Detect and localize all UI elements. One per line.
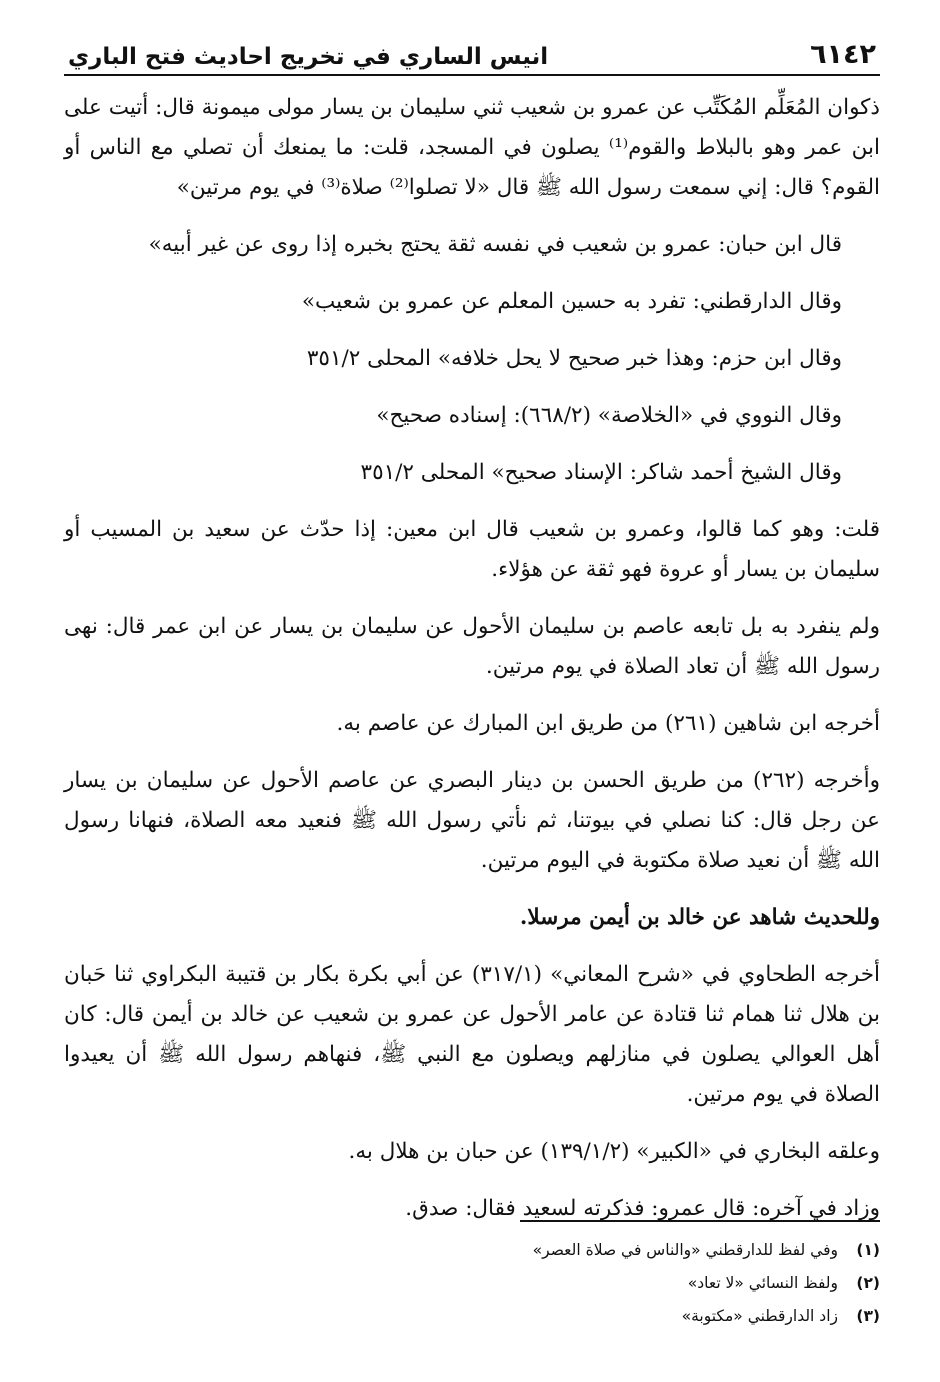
footnote-divider bbox=[520, 1220, 880, 1222]
footnote-number: (٣) bbox=[856, 1307, 880, 1325]
book-page bbox=[64, 26, 880, 1352]
footnote-text: ولفظ النسائي «لا تعاد» bbox=[687, 1274, 838, 1292]
paragraph-heading: وللحديث شاهد عن خالد بن أيمن مرسلا. bbox=[519, 905, 880, 930]
paragraph: قال ابن حبان: عمرو بن شعيب في نفسه ثقة يحتج بخبره إذا روى عن غير أبيه» bbox=[148, 232, 842, 257]
body-text bbox=[64, 88, 880, 1229]
paragraph: ذكوان المُعَلِّم المُكَتِّب عن عمرو بن شعيب ثني سليمان بن يسار مولى ميمونة قال: أتيت على ابن عمر وهو بالبلاط والقوم⁽¹⁾ يصلون في المسجد، قلت: ما يمنعك أن تصلي مع الناس أو القوم؟ قال: إني سمعت رسول الله ﷺ قال «لا تصلوا⁽²⁾ صلاة⁽³⁾ في يوم مرتين» bbox=[64, 95, 880, 200]
paragraph: وعلقه البخاري في «الكبير» (١٣٩/١/٢) عن حبان بن هلال به. bbox=[348, 1139, 880, 1164]
paragraph: وقال النووي في «الخلاصة» (٦٦٨/٢): إسناده صحيح» bbox=[376, 403, 842, 428]
page-number: ٦١٤٢ bbox=[810, 39, 876, 70]
paragraph: وقال الدارقطني: تفرد به حسين المعلم عن عمرو بن شعيب» bbox=[301, 289, 842, 314]
paragraph: وقال الشيخ أحمد شاكر: الإسناد صحيح» المحلى ٣٥١/٢ bbox=[360, 460, 842, 485]
footnote bbox=[64, 1300, 880, 1333]
page-header bbox=[64, 26, 880, 76]
paragraph: قلت: وهو كما قالوا، وعمرو بن شعيب قال ابن معين: إذا حدّث عن سعيد بن المسيب أو سليمان بن يسار أو عروة فهو ثقة عن هؤلاء. bbox=[64, 517, 880, 582]
book-title: انيس الساري في تخريج احاديث فتح الباري bbox=[68, 44, 549, 70]
paragraph: أخرجه ابن شاهين (٢٦١) من طريق ابن المبارك عن عاصم به. bbox=[336, 711, 880, 736]
paragraph: وأخرجه (٢٦٢) من طريق الحسن بن دينار البصري عن عاصم الأحول عن سليمان بن يسار عن رجل قال: كنا نصلي في بيوتنا، ثم نأتي رسول الله ﷺ فنعيد معه الصلاة، فنهانا رسول الله ﷺ أن نعيد صلاة مكتوبة في اليوم مرتين. bbox=[64, 768, 880, 873]
footnote-text: زاد الدارقطني «مكتوبة» bbox=[681, 1307, 838, 1325]
footnote bbox=[64, 1267, 880, 1300]
paragraph: وقال ابن حزم: وهذا خبر صحيح لا يحل خلافه» المحلى ٣٥١/٢ bbox=[306, 346, 842, 371]
paragraph: وزاد في آخره: قال عمرو: فذكرته لسعيد فقال: صدق. bbox=[405, 1196, 880, 1221]
footnotes bbox=[64, 1234, 880, 1333]
footnote-text: وفي لفظ للدارقطني «والناس في صلاة العصر» bbox=[532, 1241, 838, 1259]
footnote bbox=[64, 1234, 880, 1267]
footnote-number: (٢) bbox=[856, 1274, 880, 1292]
footnote-number: (١) bbox=[856, 1241, 880, 1259]
paragraph: أخرجه الطحاوي في «شرح المعاني» (٣١٧/١) عن أبي بكرة بكار بن قتيبة البكراوي ثنا حَبان بن هلال ثنا همام ثنا قتادة عن عامر الأحول عن عمرو بن شعيب عن خالد بن أيمن قال: كان أهل العوالي يصلون في منازلهم ويصلون مع النبي ﷺ، فنهاهم رسول الله ﷺ أن يعيدوا الصلاة في يوم مرتين. bbox=[64, 962, 880, 1107]
paragraph: ولم ينفرد به بل تابعه عاصم بن سليمان الأحول عن سليمان بن يسار عن ابن عمر قال: نهى رسول الله ﷺ أن تعاد الصلاة في يوم مرتين. bbox=[64, 614, 880, 679]
